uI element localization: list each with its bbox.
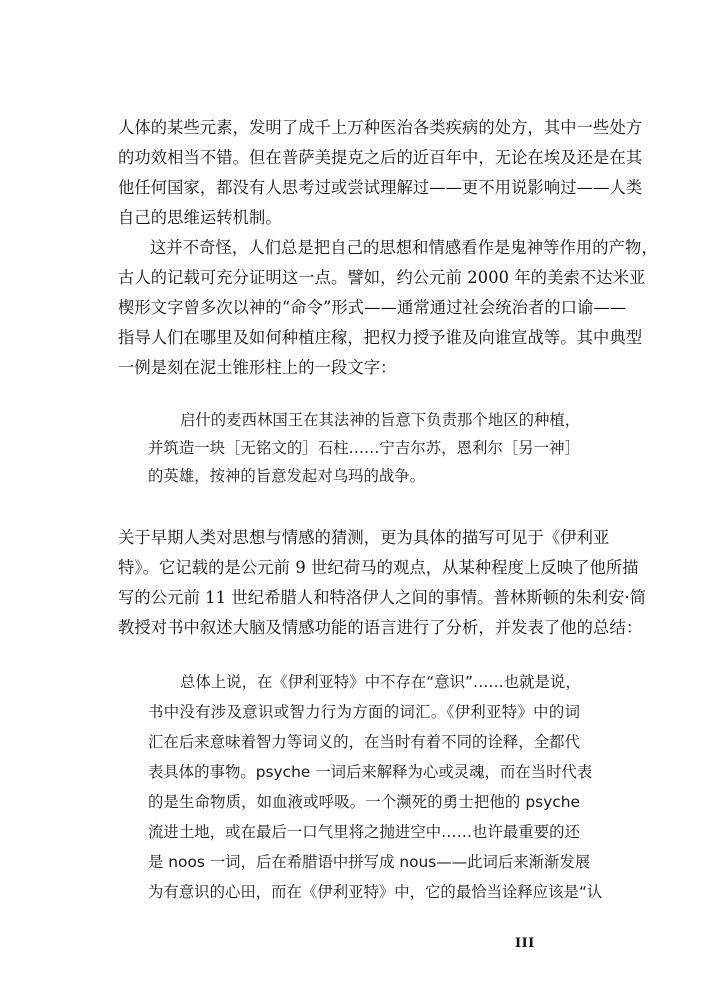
block-quote-line: 流进土地，或在最后一口气里将之抛进空中……也许最重要的还 [148,823,580,841]
body-text-line: 特》。它记载的是公元前 9 世纪荷马的观点，从某种程度上反映了他所描 [118,558,639,577]
block-quote-line: 汇在后来意味着智力等词义的，在当时有着不同的诠释，全都代 [148,733,580,751]
body-text-line: 楔形文字曾多次以神的“命令”形式——通常通过社会统治者的口谕—— [118,298,627,317]
page-number: III [515,936,535,951]
body-text-line: 自己的思维运转机制。 [118,208,282,227]
block-quote-line: 总体上说，在《伊利亚特》中不存在“意识”……也就是说， [180,673,581,691]
body-text-line: 关于早期人类对思想与情感的猜测，更为具体的描写可见于《伊利亚 [118,528,610,547]
block-quote-line: 为有意识的心田，而在《伊利亚特》中，它的最恰当诠释应该是“认 [148,883,603,901]
block-quote-line: 是 noos 一词，后在希腊语中拼写成 nous——此词后来渐渐发展 [148,853,591,871]
body-text-line: 教授对书中叙述大脑及情感功能的语言进行了分析，并发表了他的总结： [118,618,643,637]
block-quote-line: 的是生命物质，如血液或呼吸。一个濒死的勇士把他的 psyche [148,793,580,811]
body-text-line: 写的公元前 11 世纪希腊人和特洛伊人之间的事情。普林斯顿的朱利安·简 [118,588,647,607]
body-text-line: 一例是刻在泥土锥形柱上的一段文字： [118,358,397,377]
body-text-line: 人体的某些元素，发明了成千上万种医治各类疾病的处方，其中一些处方 [118,118,643,137]
block-quote-line: 并筑造一块［无铭文的］石柱……宁吉尔苏，恩利尔［另一神］ [148,439,580,457]
block-quote-line: 表具体的事物。psyche 一词后来解释为心或灵魂，而在当时代表 [148,763,593,781]
body-text-line: 这并不奇怪，人们总是把自己的思想和情感看作是鬼神等作用的产物， [150,238,658,257]
body-text-line: 他任何国家，都没有人思考过或尝试理解过——更不用说影响过——人类 [118,178,643,197]
body-text-line: 古人的记载可充分证明这一点。譬如，约公元前 2000 年的美索不达米亚 [118,268,646,287]
body-text-line: 的功效相当不错。但在普萨美提克之后的近百年中，无论在埃及还是在其 [118,148,643,167]
block-quote-line: 的英雄，按神的旨意发起对乌玛的战争。 [148,467,426,485]
block-quote-line: 书中没有涉及意识或智力行为方面的词汇。《伊利亚特》中的词 [148,703,580,721]
body-text-line: 指导人们在哪里及如何种植庄稼，把权力授予谁及向谁宣战等。其中典型 [118,328,643,347]
block-quote-line: 启什的麦西林国王在其法神的旨意下负责那个地区的种植， [180,411,581,429]
